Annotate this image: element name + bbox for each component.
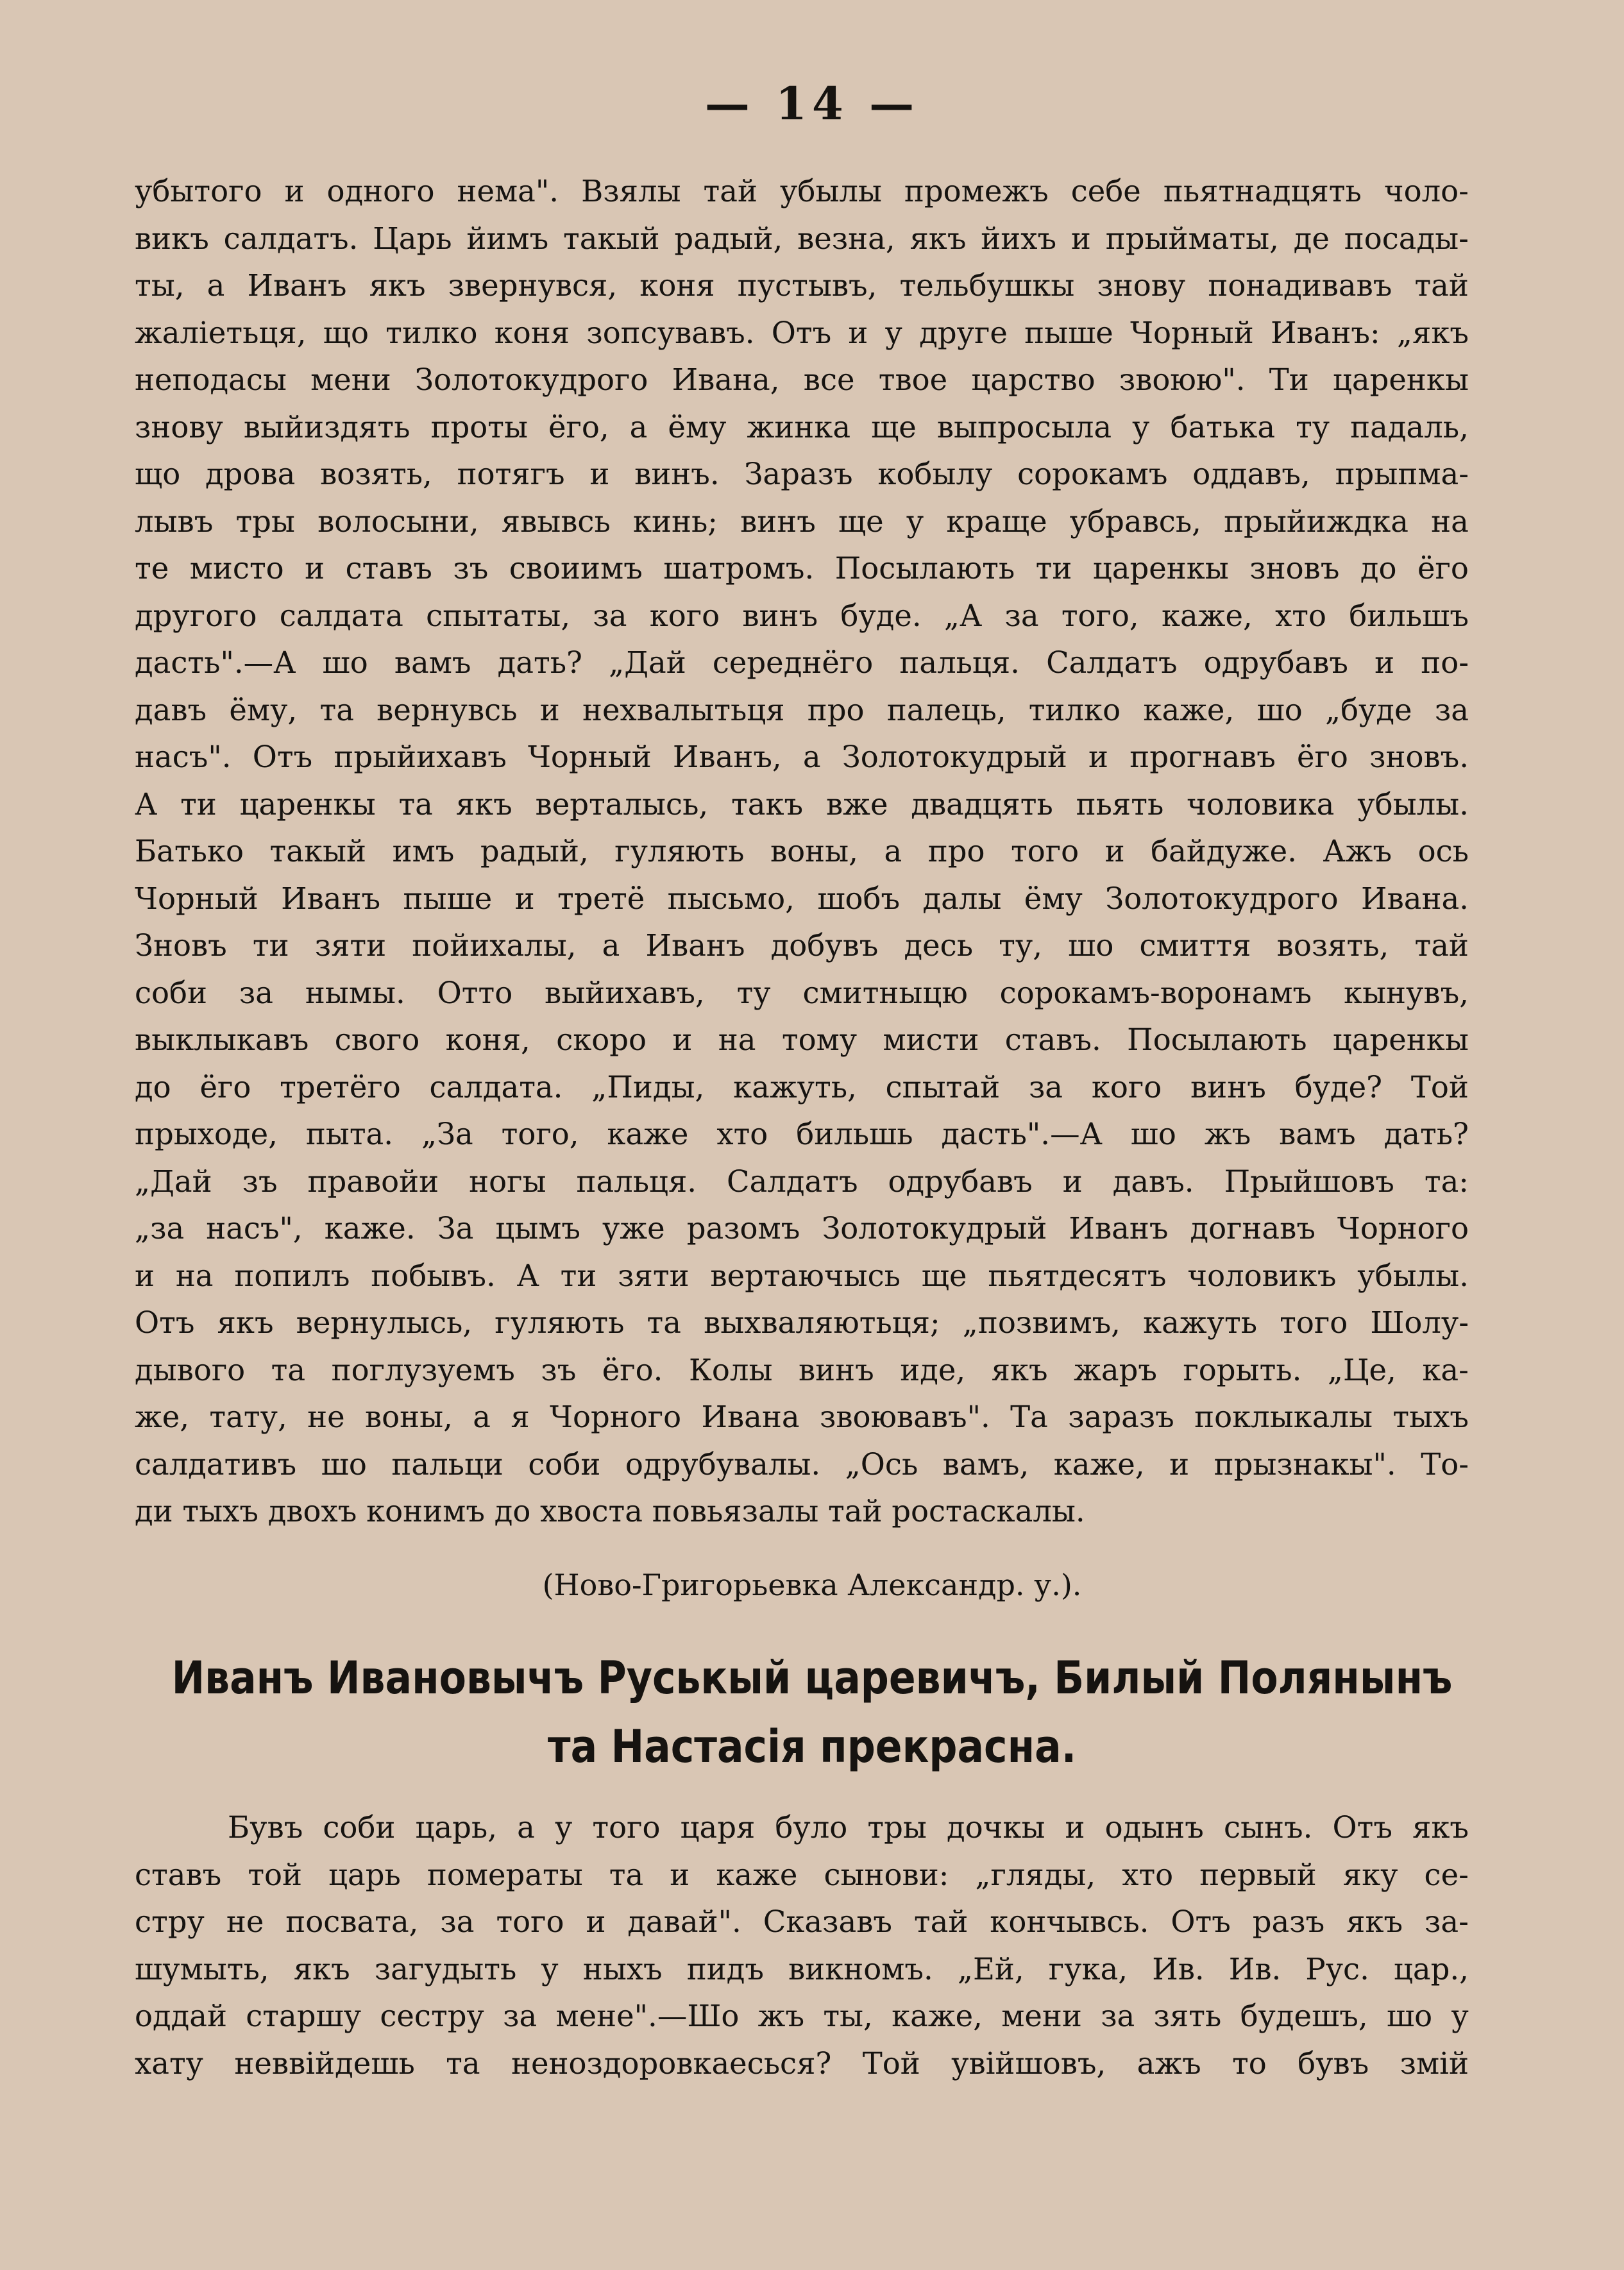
story-text-line: выклыкавъ свого коня, скоро и на тому мисти ставъ. Посылають царенкы [135,1022,1469,1057]
story-text-line: знову выйиздять проты ёго, а ёму жинка ще выпросыла у батька ту падаль, [135,409,1469,445]
story-text-line: и на попилъ побывъ. А ти зяти вертаючысь ще пьятдесятъ чоловикъ убылы. [135,1258,1469,1293]
story-text-line: те мисто и ставъ зъ своиимъ шатромъ. Посылають ти царенкы зновъ до ёго [135,551,1469,586]
story-text-line: А ти царенкы та якъ верталысь, такъ вже двадцять пьять чоловика убылы. [135,786,1469,822]
story-text-line: викъ салдатъ. Царь йимъ такый радый, везна, якъ йихъ и прыйматы, де посады- [135,221,1469,256]
story-text-line: соби за нымы. Отто выйихавъ, ту смитныцю сорокамъ-воронамъ кынувъ, [135,975,1469,1010]
story-text-line: салдативъ шо пальци соби одрубувалы. „Ось вамъ, каже, и прызнакы". То- [135,1446,1469,1482]
story-text-line: „Дай зъ правойи ногы пальця. Салдатъ одрубавъ и давъ. Прыйшовъ та: [135,1164,1469,1199]
new-story-text-line: Бувъ соби царь, а у того царя було тры дочкы и одынъ сынъ. Отъ якъ [228,1810,1469,1845]
story-text-line: неподасы мени Золотокудрого Ивана, все твое царство звоюю". Ти царенкы [135,362,1469,397]
new-story-text-line: шумыть, якъ загудыть у ныхъ пидъ викномъ. „Ей, гука, Ив. Ив. Рус. цар., [135,1951,1469,1986]
story-text-line: що дрова возять, потягъ и винъ. Заразъ кобылу сорокамъ оддавъ, прыпма- [135,457,1469,491]
source-note: (Ново-Григорьевка Александр. у.). [542,1568,1082,1602]
new-story-text-line: хату неввійдешь та неноздоровкаесься? Той увійшовъ, ажъ то бувъ змій [135,2046,1469,2081]
text-block-2 [135,1804,1469,2087]
new-story-text-line: ставъ той царь помераты та и каже сынови: „гляды, хто первый яку се- [135,1857,1469,1892]
new-story-text-line: стру не посвата, за того и давай". Сказавъ тай кончывсь. Отъ разъ якъ за- [135,1904,1469,1939]
story-text-line: же, тату, не воны, а я Чорного Ивана звоювавъ". Та заразъ поклыкалы тыхъ [135,1400,1469,1434]
story-text-line: „за насъ", каже. За цымъ уже разомъ Золотокудрый Иванъ догнавъ Чорного [135,1211,1469,1246]
new-story-text-line: оддай старшу сестру за мене".—Шо жъ ты, каже, мени за зять будешъ, шо у [135,1999,1469,2033]
story-text-line: дасть".—А шо вамъ дать? „Дай середнёго пальця. Салдатъ одрубавъ и по- [135,645,1469,680]
story-text-line: другого салдата спытаты, за кого винъ буде. „А за того, каже, хто бильшъ [135,598,1469,633]
story-title-line-1: Иванъ Ивановычъ Руськый царевичъ, Билый Полянынъ [171,1652,1453,1704]
story-text-line: до ёго третёго салдата. „Пиды, кажуть, спытай за кого винъ буде? Той [135,1069,1469,1105]
story-text-line: Чорный Иванъ пыше и третё пысьмо, шобъ далы ёму Золотокудрого Ивана. [135,881,1469,916]
story-text-line: Батько такый имъ радый, гуляють воны, а про того и байдуже. Ажъ ось [135,834,1469,868]
story-text-line: прыходе, пыта. „За того, каже хто бильшь дасть".—А шо жъ вамъ дать? [135,1117,1469,1151]
story-text-line: давъ ёму, та вернувсь и нехвалытьця про палець, тилко каже, шо „буде за [135,692,1469,727]
story-text-line: Зновъ ти зяти пойихалы, а Иванъ добувъ десь ту, шо смиття возять, тай [135,928,1469,963]
story-text-line: лывъ тры волосыни, явывсь кинь; винъ ще у краще убравсь, прыйиждка на [135,504,1469,539]
story-text-line: жалieтьця, що тилко коня зопсувавъ. Отъ и у друге пыше Чорный Иванъ: „якъ [135,315,1469,350]
story-text-line: убытого и одного нема". Взялы тай убылы промежъ себе пьятнадцять чоло- [135,174,1469,208]
story-text-line: Отъ якъ вернулысь, гуляють та выхваляютьця; „позвимъ, кажуть того Шолу- [135,1305,1469,1340]
story-text-line: насъ". Отъ прыйихавъ Чорный Иванъ, а Золотокудрый и прогнавъ ёго зновъ. [135,740,1469,774]
page-number: — 14 — [704,77,920,130]
story-text-line: ди тыхъ двохъ конимъ до хвоста повьязалы тай ростаскалы. [135,1494,1085,1529]
story-text-line: ты, а Иванъ якъ звернувся, коня пустывъ, тельбушкы знову понадивавъ тай [135,268,1469,303]
story-text-line: дывого та поглузуемъ зъ ёго. Колы винъ иде, якъ жаръ горыть. „Це, ка- [135,1352,1469,1387]
story-title-line-2: та Настасія прекрасна. [547,1720,1077,1773]
text-block-1 [135,168,1469,1536]
